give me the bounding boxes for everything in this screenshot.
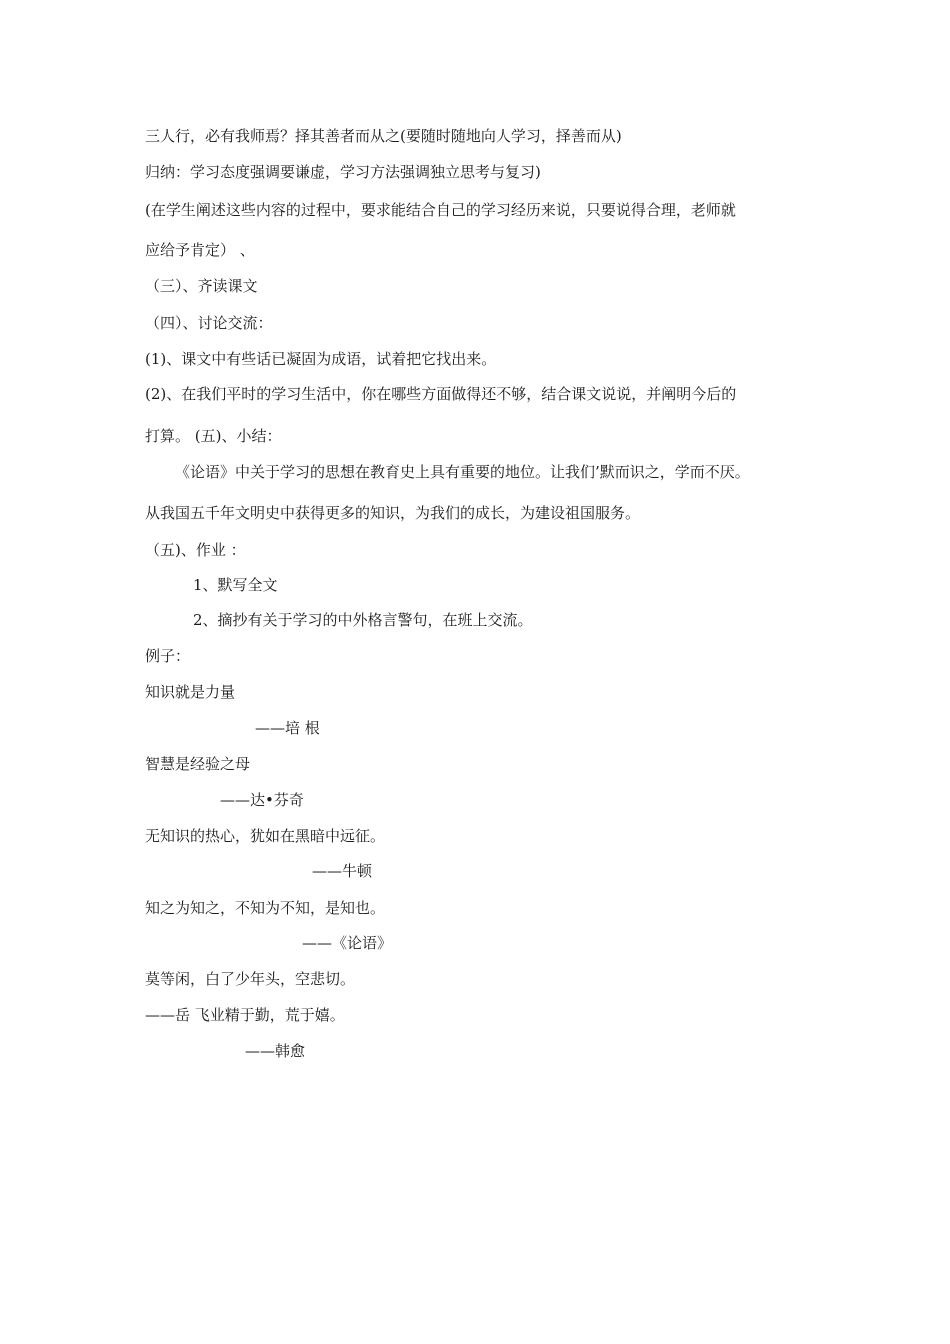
section-heading-4: （四）、讨论交流： <box>145 314 273 332</box>
quote-1: 知识就是力量 <box>145 683 236 701</box>
homework-item-2: 2、摘抄有关于学习的中外格言警句，在班上交流。 <box>193 611 533 629</box>
quote-4-author: ——《论语》 <box>302 934 393 952</box>
quote-1-author: ——培 根 <box>255 719 320 737</box>
quote-5: 莫等闲，白了少年头，空悲切。 <box>145 970 356 988</box>
quote-4: 知之为知之，不知为不知，是知也。 <box>145 899 386 917</box>
quote-2: 智慧是经验之母 <box>145 755 251 773</box>
quote-3-author: ——牛顿 <box>312 862 373 880</box>
quote-3: 无知识的热心，犹如在黑暗中远征。 <box>145 827 386 845</box>
text-line-4: 应给予肯定） 、 <box>145 241 255 259</box>
summary-paragraph-cont: 从我国五千年文明史中获得更多的知识，为我们的成长，为建设祖国服务。 <box>145 504 641 522</box>
summary-paragraph: 《论语》中关于学习的思想在教育史上具有重要的地位。让我们’默而识之，学而不厌。 <box>175 463 750 481</box>
text-line-2: 归纳：学习态度强调要谦虚，学习方法强调独立思考与复习) <box>145 163 541 181</box>
homework-heading: （五)、作业 ： <box>145 541 246 559</box>
quote-5-author-and-quote-6: ——岳 飞业精于勤，荒于嬉。 <box>145 1006 345 1024</box>
text-line-3: (在学生阐述这些内容的过程中，要求能结合自己的学习经历来说，只要说得合理，老师就 <box>145 201 736 219</box>
discussion-item-2: (2)、在我们平时的学习生活中，你在哪些方面做得还不够，结合课文说说，并阐明今后的 <box>145 385 737 403</box>
quote-2-author: ——达•芬奇 <box>220 791 304 809</box>
discussion-item-2-cont: 打算。 (五)、小结： <box>145 427 282 445</box>
homework-item-1: 1、默写全文 <box>193 576 278 594</box>
examples-label: 例子： <box>145 647 191 665</box>
quote-6-author: ——韩愈 <box>245 1042 306 1060</box>
section-heading-3: （三）、齐读课文 <box>145 277 258 295</box>
text-line-1: 三人行，必有我师焉？择其善者而从之(要随时随地向人学习，择善而从) <box>145 127 622 145</box>
discussion-item-1: (1)、课文中有些话已凝固为成语，试着把它找出来。 <box>145 350 497 368</box>
